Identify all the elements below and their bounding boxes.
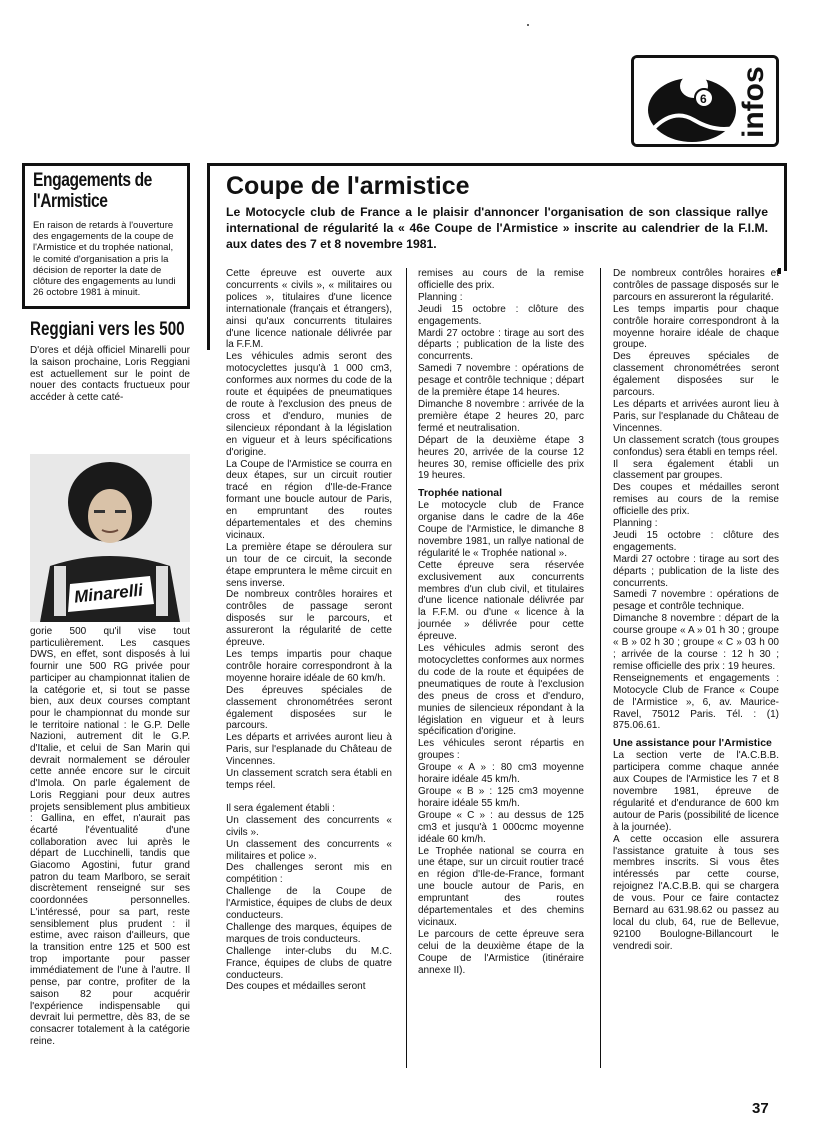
paragraph: Des coupes et médailles seront	[226, 981, 366, 993]
reggiani-intro: D'ores et déjà officiel Minarelli pour la saison prochaine, Loris Reggiani est actuellement sur le point de nouer des contacts fructueux pour accéder à cette caté-	[30, 345, 190, 403]
photo-minarelli-text: Minarelli	[73, 580, 144, 607]
speck	[527, 24, 529, 26]
column-1	[226, 268, 392, 993]
paragraph: Cette épreuve est ouverte aux concurrents « civils », « militaires ou polices », titulaires d'une licence internationale (français et étrangers), ainsi qu'aux concurrents titulaires d'une licence nationale délivrée par la F.F.M.	[226, 268, 392, 351]
paragraph: Départ de la deuxième étape 3 heures 20, arrivée de la course 12 heures 30, remise officielle des prix 19 heures.	[418, 434, 584, 482]
sidebar	[22, 163, 190, 403]
paragraph: Dimanche 8 novembre : départ de la course groupe « A » 01 h 30 ; groupe « B » 02 h 30 ; groupe « C » 03 h 00 ; arrivée de la course : 12 h 30 ; remise officielle des prix : 19 heures.	[613, 613, 779, 672]
paragraph: Dimanche 8 novembre : arrivée de la première étape 2 heures 20, parc fermé et neutralisation.	[418, 398, 584, 434]
paragraph: Le Trophée national se courra en une étape, sur un circuit routier tracé en région d'Ile-de-France, formant une boucle autour de Paris, en empruntant des routes départementales et des chemins vicinaux.	[418, 845, 584, 928]
paragraph: Mardi 27 octobre : tirage au sort des départs ; publication de la liste des concurrents.	[613, 553, 779, 589]
paragraph: Un classement des concurrents « civils ».	[226, 814, 392, 838]
paragraph	[226, 792, 392, 803]
page-number: 37	[752, 1100, 769, 1117]
paragraph: Jeudi 15 octobre : clôture des engagements.	[613, 529, 779, 553]
main-title: Coupe de l'armistice	[226, 172, 470, 200]
main-intro: Le Motocycle club de France a le plaisir d'annoncer l'organisation de son classique rallye international de régularité la « 46e Coupe de l'Armistice » inscrite au calendrier de la F.I.M. aux dates des 7 et 8 novembre 1981.	[226, 205, 768, 251]
reggiani-photo	[30, 454, 190, 622]
paragraph: Groupe « B » : 125 cm3 moyenne horaire idéale 55 km/h.	[418, 785, 584, 809]
paragraph: Jeudi 15 octobre : clôture des engagements.	[418, 303, 584, 327]
paragraph: A cette occasion elle assurera l'assistance gratuite à tous ses membres inscrits. Si vous êtes intéressés par cette course, rejoignez l'A.C.B.B. qui se chargera de vous. Pour ce faire contactez Bernard au 631.98.62 ou passez au local du club, 64, rue de Bellevue, 92100 Boulogne-Billancourt le vendredi soir.	[613, 833, 779, 952]
paragraph: Challenge inter-clubs du M.C. France, équipes de clubs de quatre conducteurs.	[226, 945, 392, 981]
reggiani-body: gorie 500 qu'il vise tout particulièrement. Les casques DWS, en effet, sont disposés à lui fournir une 500 RG privée pour participer au championnat italien de la catégorie et, si tout se passe bien, aux deux courses comptant pour le championnat du monde sur le territoire national : le G.P. Delle Nazioni, autrement dit le G.P. d'Italie, et celui de San Marin qui devrait normalement se dérouler cette année encore sur le circuit d'Imola. On parle également de Loris Reggiani pour deux autres projets sensiblement plus ambitieux : Gallina, en effet, n'aurait pas écarté l'éventualité d'une collaboration avec lui après le départ de Lucchinelli, tandis que Giacomo Agostini, futur grand patron du team Marlboro, se serait discrètement renseigné sur ses coordonnées personnelles. L'intéressé, pour sa part, reste sensiblement plus prudent : il estime, avec raison d'ailleurs, que la transition entre 125 et 500 est trop importante pour passer immédiatement de l'une à l'autre. Il pense, par contre, profiter de la saison 82 pour acquérir l'expérience indispensable qui devrait lui permettre, dès 83, de se consacrer totalement à la catégorie reine.	[30, 626, 190, 1047]
paragraph: Samedi 7 novembre : opérations de pesage et contrôle technique ; départ de la première étape 14 heures.	[418, 363, 584, 399]
paragraph: remises au cours de la remise officielle des prix.	[418, 268, 584, 291]
paragraph: Les départs et arrivées auront lieu à Paris, sur l'esplanade du Château de Vincennes.	[613, 398, 779, 434]
paragraph: Les véhicules admis seront des motocyclettes conformes aux normes du code de la route et équipées de pneumatiques de route à l'exclusion des pneus de cross et d'enduro, munies de silencieux répondant à la législation en vigueur et à leurs spécification d'origine.	[418, 643, 584, 738]
column-rule-1	[406, 268, 407, 1068]
paragraph: Renseignements et engagements : Motocycle Club de France « Coupe de l'Armistice », 6, av. Maurice-Ravel, 75012 Paris. Tél. : (1) 875.06.61.	[613, 672, 779, 732]
paragraph: Les temps impartis pour chaque contrôle horaire correspondront à la moyenne horaire idéale de chaque groupe.	[613, 303, 779, 351]
infos-logo	[631, 55, 779, 147]
paragraph: Il sera également établi :	[226, 802, 335, 814]
paragraph: Cette épreuve sera réservée exclusivement aux concurrents membres d'un club civil, et titulaires d'une licence nationale délivrée par la F.F.M. ou d'une « licence à la journée » délivrée pour cette épreuve.	[418, 559, 584, 643]
paragraph: Il sera également établi un classement par groupes.	[613, 458, 779, 482]
paragraph: Le motocycle club de France organise dans le cadre de la 46e Coupe de l'Armistice, le dimanche 8 novembre 1981, un rallye national de régularité le « Trophée national ».	[418, 500, 584, 559]
logo-label: infos	[737, 66, 770, 138]
paragraph: Planning :	[613, 518, 658, 530]
paragraph: Des challenges seront mis en compétition :	[226, 862, 392, 886]
paragraph: Le parcours de cette épreuve sera celui de la deuxième étape de la Coupe de l'Armistice (itinéraire annexe II).	[418, 928, 584, 976]
paragraph: Samedi 7 novembre : opérations de pesage et contrôle technique.	[613, 589, 779, 613]
paragraph: Mardi 27 octobre : tirage au sort des départs ; publication de la liste des concurrents.	[418, 327, 584, 363]
paragraph: Challenge des marques, équipes de marques de trois conducteurs.	[226, 921, 392, 945]
main-box-left-border	[207, 268, 210, 350]
paragraph: Les véhicules seront répartis en groupes :	[418, 738, 584, 762]
paragraph: Des épreuves spéciales de classement chronométrées seront également disposées sur le parcours.	[226, 684, 392, 732]
trophee-heading: Trophée national	[418, 487, 503, 500]
paragraph: Un classement scratch (tous groupes confondus) sera établi en temps réel.	[613, 434, 779, 458]
paragraph: Groupe « A » : 80 cm3 moyenne horaire idéale 45 km/h.	[418, 762, 584, 786]
column-rule-2	[600, 268, 601, 1068]
column-2	[418, 268, 584, 976]
paragraph: Les véhicules admis seront des motocyclettes jusqu'à 1 000 cm3, conformes aux normes du code de la route et équipées de pneumatiques de route à l'exclusion des pneus de cross et d'enduro, munies de silencieux répondant à la législation en vigueur et à leurs spécifications d'origine.	[226, 351, 392, 458]
engagements-text: En raison de retards à l'ouverture des engagements de la coupe de l'Armistice et du trophée national, le comité d'organisation a pris la décision de reporter la date de clôture des engagements au lundi 26 octobre 1981 à minuit.	[33, 220, 176, 299]
paragraph: Un classement des concurrents « militaires et police ».	[226, 838, 392, 862]
reggiani-title: Reggiani vers les 500	[30, 319, 185, 341]
engagements-box	[22, 163, 190, 309]
paragraph: De nombreux contrôles horaires et contrôles de passage seront disposés sur le parcours, et assureront la régularité de cette épreuve.	[226, 589, 392, 649]
assistance-heading: Une assistance pour l'Armistice	[613, 737, 772, 750]
paragraph: La section verte de l'A.C.B.B. participera comme chaque année aux Coupes de l'Armistice les 7 et 8 novembre 1981, épreuve de régularité et d'endurance de 600 km autour de Paris (possibilité de licence à la journée).	[613, 750, 779, 833]
paragraph: Des coupes et médailles seront remises au cours de la remise officielle des prix.	[613, 482, 779, 518]
paragraph: Des épreuves spéciales de classement chronométrées seront également disposées sur le parcours.	[613, 351, 779, 399]
paragraph: Groupe « C » : au dessus de 125 cm3 et jusqu'à 1 000cmc moyenne idéale 60 km/h.	[418, 809, 584, 845]
paragraph: Planning :	[418, 291, 463, 303]
paragraph: Les départs et arrivées auront lieu à Paris, sur l'esplanade du Château de Vincennes.	[226, 732, 392, 768]
paragraph: La première étape se déroulera sur un tour de ce circuit, la seconde étape empruntera le même circuit en sens inverse.	[226, 541, 392, 589]
column-3	[613, 268, 779, 953]
paragraph: Les temps impartis pour chaque contrôle horaire correspondront à la moyenne horaire idéale de 60 km/h.	[226, 649, 392, 684]
main-header-box	[207, 163, 787, 271]
paragraph: Challenge de la Coupe de l'Armistice, équipes de clubs de deux conducteurs.	[226, 886, 392, 922]
paragraph: De nombreux contrôles horaires et contrôles de passage disposés sur le parcours en assureront la régularité.	[613, 268, 779, 303]
paragraph: Un classement scratch sera établi en temps réel.	[226, 768, 392, 791]
svg-text:6: 6	[700, 92, 707, 106]
paragraph: La Coupe de l'Armistice se courra en deux étapes, sur un circuit routier tracé en région d'Ile-de-France formant une boucle autour de Paris, en empruntant des routes départementales et des chemins vicinaux.	[226, 458, 392, 541]
engagements-title: Engagements de l'Armistice	[33, 170, 152, 212]
